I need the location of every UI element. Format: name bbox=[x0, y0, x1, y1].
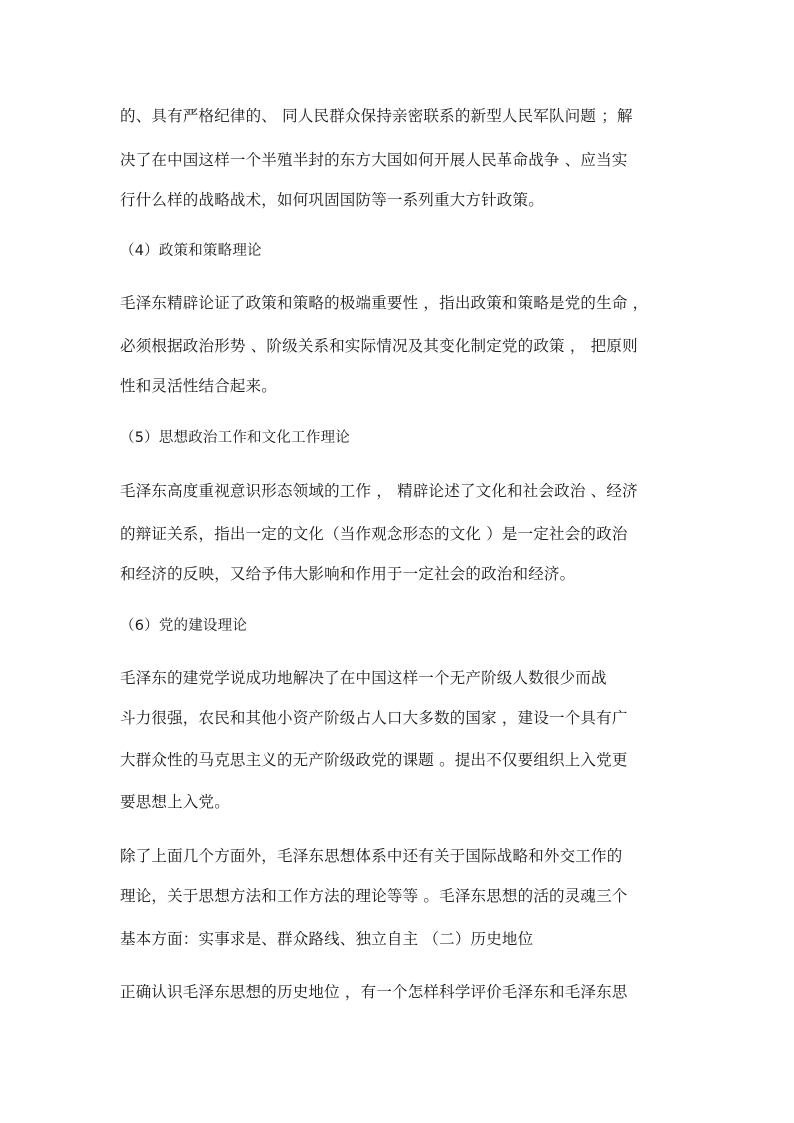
paragraph-line: 斗力很强，农民和其他小资产阶级占人口大多数的国家 ，建设一个具有广 bbox=[120, 709, 628, 727]
paragraph-line: 的、具有严格纪律的、 同人民群众保持亲密联系的新型人民军队问题 ；解 bbox=[120, 107, 633, 125]
paragraph-line: 大群众性的马克思主义的无产阶级政党的课题 。提出不仅要组织上入党更 bbox=[120, 751, 628, 769]
paragraph-line: 的辩证关系，指出一定的文化（当作观念形态的文化 ）是一定社会的政治 bbox=[120, 525, 628, 543]
paragraph-line: 性和灵活性结合起来。 bbox=[120, 377, 278, 395]
paragraph-line: 毛泽东精辟论证了政策和策略的极端重要性 ，指出政策和策略是党的生命 ， bbox=[120, 294, 649, 312]
section-heading: （6）党的建设理论 bbox=[120, 618, 248, 634]
paragraph-line: 正确认识毛泽东思想的历史地位 ，有一个怎样科学评价毛泽东和毛泽东思 bbox=[120, 983, 628, 1001]
paragraph-line: 和经济的反映，又给予伟大影响和作用于一定社会的政治和经济。 bbox=[120, 565, 576, 583]
paragraph-line: 行什么样的战略战术，如何巩固国防等一系列重大方针政策。 bbox=[120, 191, 544, 209]
section-heading: （5）思想政治工作和文化工作理论 bbox=[120, 430, 350, 446]
paragraph-line: 毛泽东的建党学说成功地解决了在中国这样一个无产阶级人数很少而战 bbox=[120, 669, 607, 687]
paragraph-line: 要思想上入党。 bbox=[120, 793, 230, 811]
paragraph-line: 决了在中国这样一个半殖半封的东方大国如何开展人民革命战争 、应当实 bbox=[120, 151, 628, 169]
paragraph-line: 理论，关于思想方法和工作方法的理论等等 。毛泽东思想的活的灵魂三个 bbox=[120, 887, 628, 905]
paragraph-line: 毛泽东高度重视意识形态领域的工作 ， 精辟论述了文化和社会政治 、经济 bbox=[120, 482, 638, 500]
paragraph-line: 基本方面：实事求是、群众路线、独立自主 （二）历史地位 bbox=[120, 930, 534, 948]
section-heading: （4）政策和策略理论 bbox=[120, 243, 262, 259]
paragraph-line: 除了上面几个方面外，毛泽东思想体系中还有关于国际战略和外交工作的 bbox=[120, 847, 623, 865]
paragraph-line: 必须根据政治形势 、阶级关系和实际情况及其变化制定党的政策 ， 把原则 bbox=[120, 337, 638, 355]
